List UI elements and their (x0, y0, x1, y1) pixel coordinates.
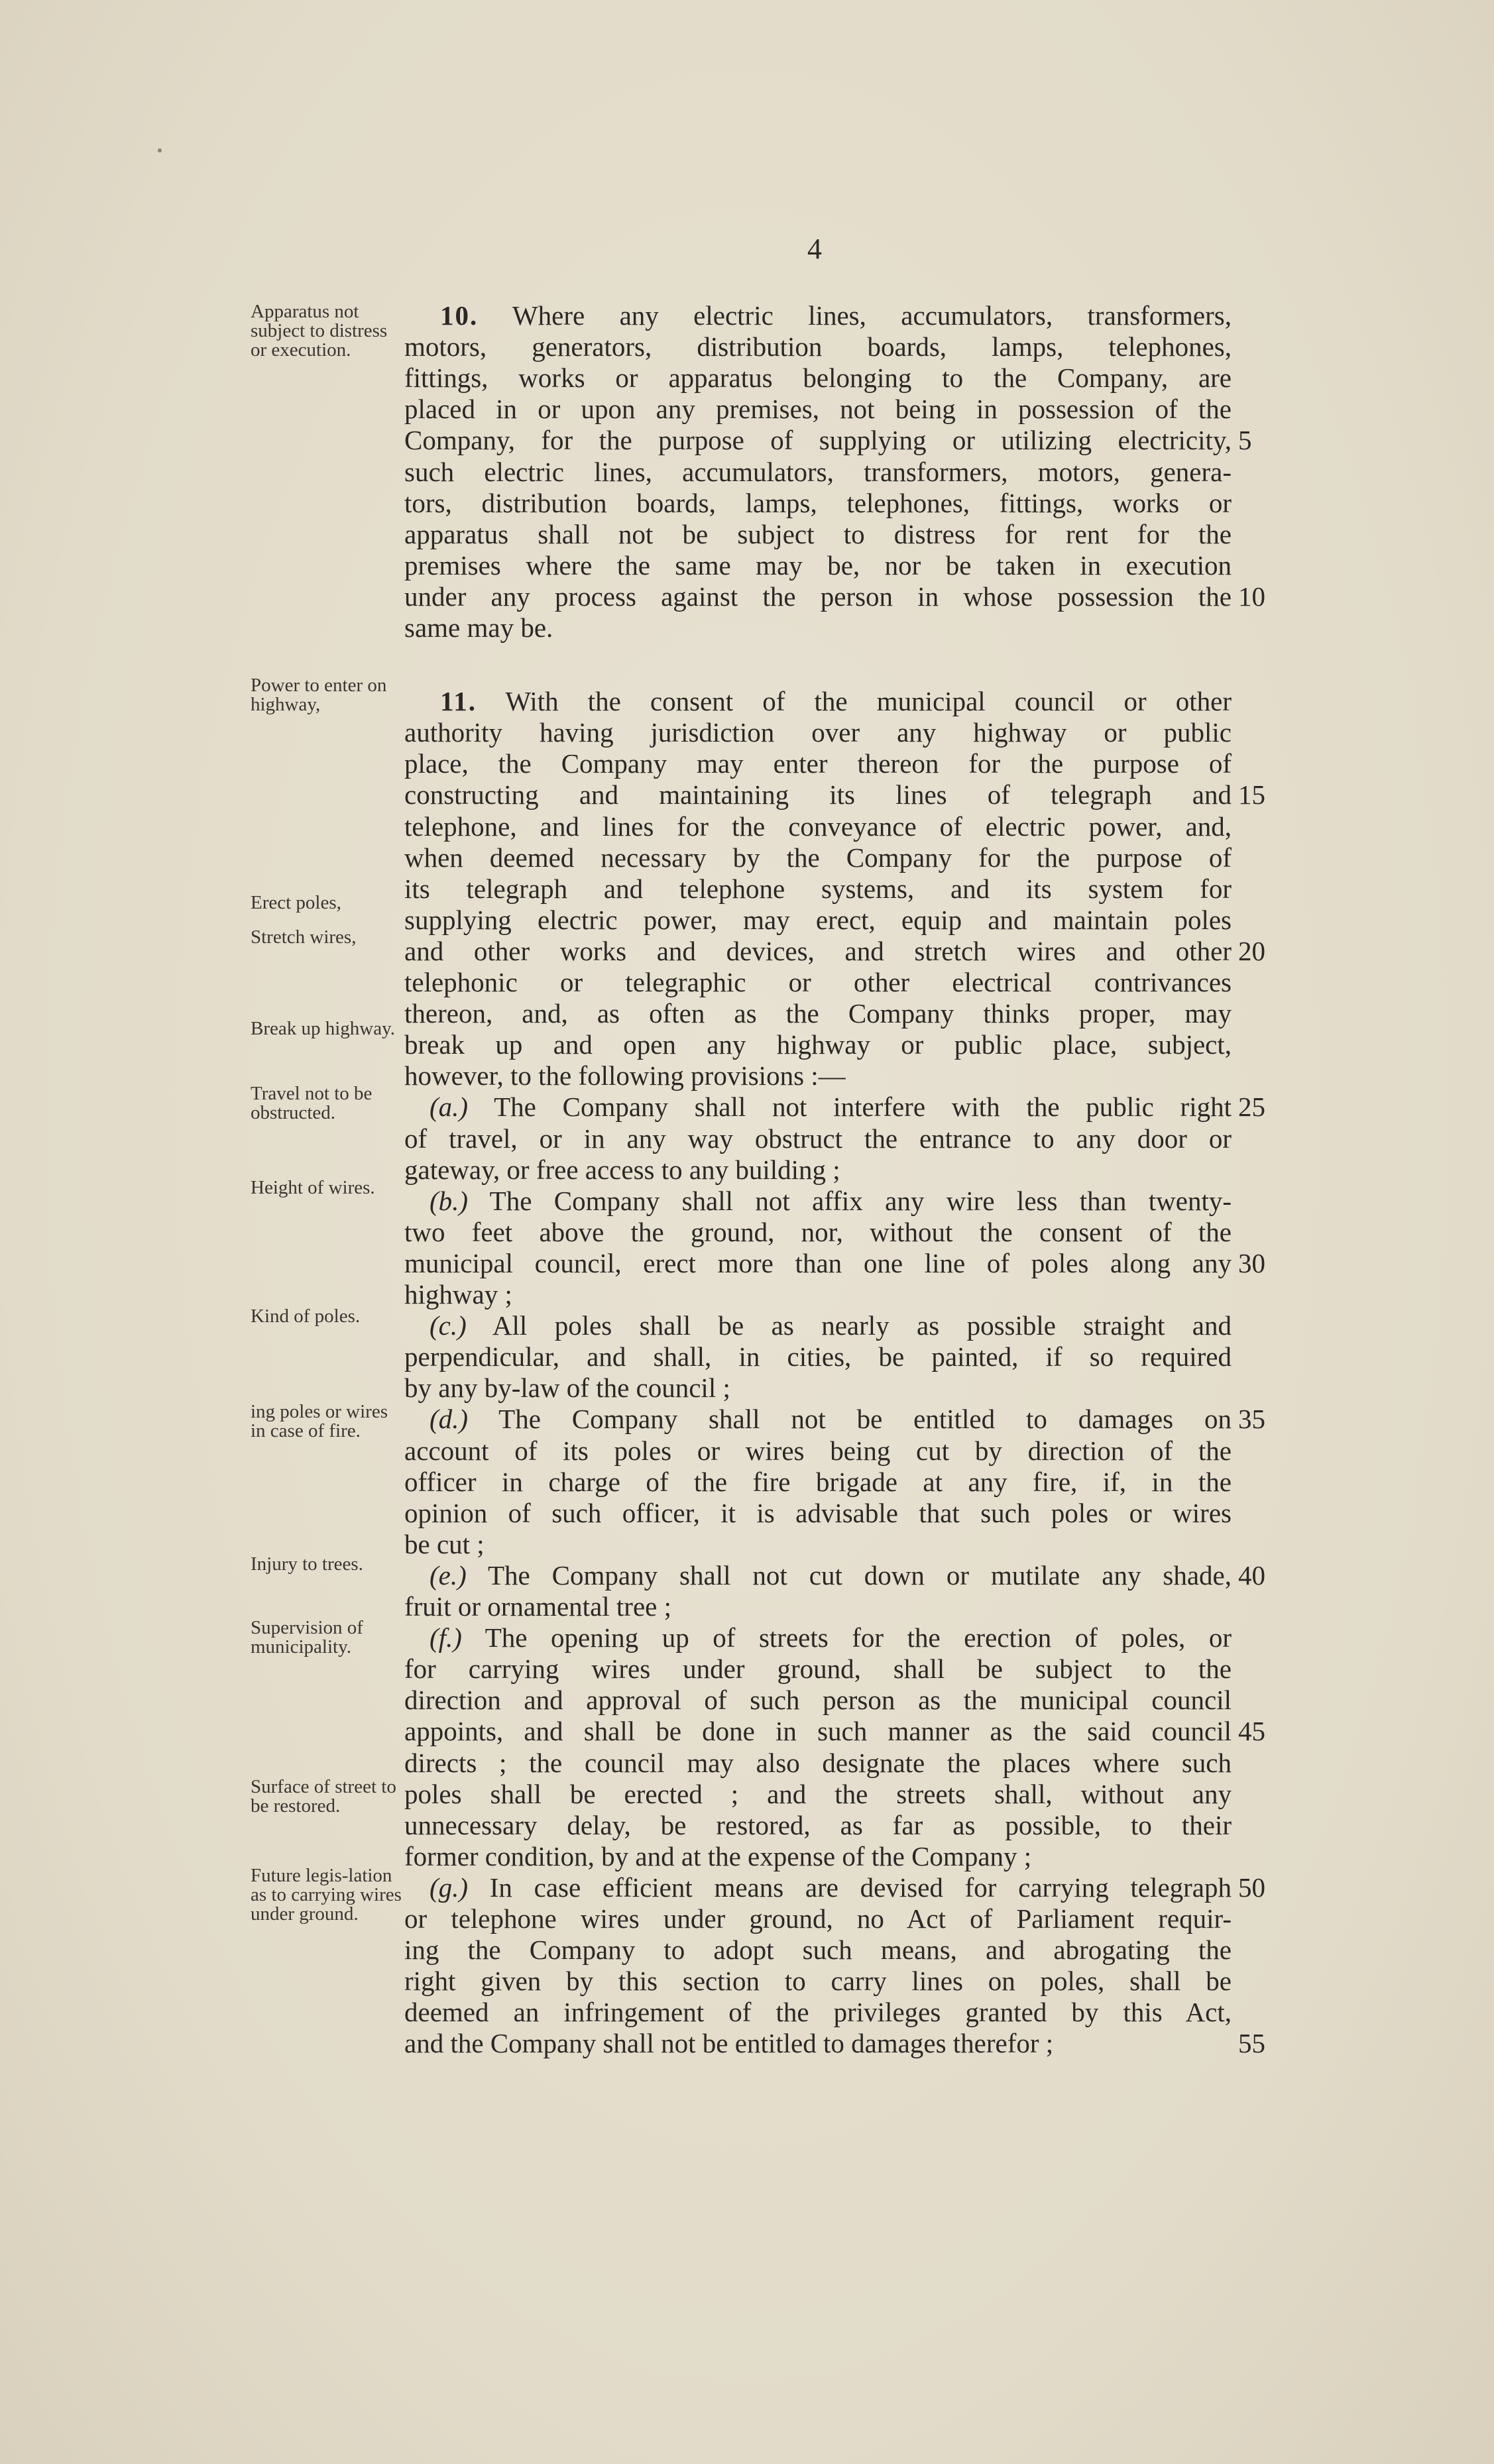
margin-note: Apparatus not subject to distress or execution. (251, 301, 388, 361)
body-line (404, 811, 1232, 842)
margin-note: Surface of street to be restored. (251, 1776, 396, 1817)
line-text: motors, generators, distribution boards, lamps, telephones, (404, 331, 1232, 363)
line-text: two feet above the ground, nor, without the consent of the (404, 1216, 1232, 1247)
margin-note: Stretch wires, (251, 926, 357, 948)
line-text: and the Company shall not be entitled to damages therefor ; (404, 2028, 1054, 2059)
body-line (404, 1498, 1232, 1529)
line-text: authority having jurisdiction over any highway or public (404, 717, 1232, 748)
section-number: 10. (440, 300, 479, 331)
line-text: Company, for the purpose of supplying or utilizing electricity, (404, 425, 1232, 456)
body-line (404, 842, 1232, 873)
body-line (430, 1092, 1232, 1123)
margin-note: Erect poles, (251, 892, 341, 913)
body-line (404, 363, 1232, 394)
line-text: deemed an infringement of the privileges granted by this Act, (404, 1997, 1232, 2028)
line-text: account of its poles or wires being cut by direction of the (404, 1435, 1232, 1466)
line-text: ing the Company to adopt such means, and abrogating the (404, 1934, 1232, 1966)
line-text: supplying electric power, may erect, equip and maintain poles (404, 904, 1232, 935)
line-text: break up and open any highway or public place, subject, (404, 1029, 1232, 1060)
line-text: Where any electric lines, accumulators, transformers, (478, 300, 1232, 331)
body-line (404, 1810, 1232, 1841)
line-text: telephone, and lines for the conveyance of electric power, and, (404, 811, 1232, 842)
body-line (404, 1591, 1232, 1622)
clause-label: (c.) (430, 1310, 467, 1341)
line-text: for carrying wires under ground, shall be subject to the (404, 1653, 1232, 1685)
line-text: The Company shall not cut down or mutilate any shade, (466, 1559, 1232, 1591)
line-number: 50 (1238, 1872, 1265, 1903)
body-line (404, 1716, 1232, 1747)
line-text: of travel, or in any way obstruct the entrance to any door or (404, 1123, 1232, 1154)
clause-label: (e.) (430, 1559, 467, 1591)
line-text: such electric lines, accumulators, transformers, motors, genera- (404, 456, 1232, 487)
clause-label: (g.) (430, 1872, 469, 1903)
body-line (404, 488, 1232, 519)
body-line (404, 1529, 1232, 1560)
line-text: same may be. (404, 612, 553, 643)
margin-note: Supervision of municipality. (251, 1617, 363, 1657)
line-text: municipal council, erect more than one line of poles along any (404, 1247, 1232, 1278)
body-line (404, 425, 1232, 456)
margin-note: Travel not to be obstructed. (251, 1083, 373, 1123)
line-text: and other works and devices, and stretch wires and other (404, 935, 1232, 966)
line-text: The Company shall not interfere with the public right (468, 1092, 1232, 1123)
body-line (404, 550, 1232, 581)
body-line (404, 998, 1232, 1029)
line-text: placed in or upon any premises, not being in possession of the (404, 394, 1232, 425)
line-text: highway ; (404, 1279, 512, 1310)
body-line (404, 1685, 1232, 1716)
body-line (404, 936, 1232, 967)
line-text: thereon, and, as often as the Company thinks proper, may (404, 998, 1232, 1029)
body-line (404, 1060, 1232, 1092)
paper-speck (158, 148, 162, 152)
body-line (404, 457, 1232, 488)
body-line (404, 1841, 1232, 1872)
line-text: direction and approval of such person as the municipal council (404, 1685, 1232, 1716)
body-line (430, 1872, 1232, 1903)
body-line (404, 394, 1232, 425)
body-line (430, 1186, 1232, 1217)
body-line (440, 686, 1232, 717)
line-text: unnecessary delay, be restored, as far as possible, to their (404, 1809, 1232, 1840)
line-number: 30 (1238, 1247, 1265, 1278)
line-text: premises where the same may be, nor be taken in execution (404, 549, 1232, 581)
line-text: under any process against the person in whose possession the (404, 581, 1232, 612)
line-text: apparatus shall not be subject to distress for rent for the (404, 518, 1232, 549)
page-number: 4 (807, 233, 822, 265)
line-text: place, the Company may enter thereon for the purpose of (404, 748, 1232, 779)
body-line (404, 1217, 1232, 1248)
margin-note: Break up highway. (251, 1018, 395, 1039)
line-text: poles shall be erected ; and the streets shall, without any (404, 1778, 1232, 1809)
body-line (404, 1029, 1232, 1060)
body-line (404, 612, 1232, 644)
body-line (404, 717, 1232, 748)
clause-label: (b.) (430, 1185, 469, 1216)
line-text: The opening up of streets for the erection of poles, or (461, 1622, 1232, 1653)
line-text: In case efficient means are devised for carrying telegraph (468, 1872, 1232, 1903)
line-text: All poles shall be as nearly as possible straight and (466, 1310, 1232, 1341)
body-line (404, 1154, 1232, 1186)
margin-note: Power to enter on highway, (251, 675, 387, 715)
body-line (404, 331, 1232, 363)
line-number: 5 (1238, 425, 1252, 456)
line-number: 15 (1238, 779, 1265, 811)
body-line (404, 2028, 1232, 2059)
line-text: former condition, by and at the expense of the Company ; (404, 1840, 1032, 1872)
body-line (404, 1467, 1232, 1498)
line-text: fruit or ornamental tree ; (404, 1591, 671, 1622)
body-line (430, 1404, 1232, 1435)
line-number: 40 (1238, 1559, 1265, 1591)
body-line (404, 779, 1232, 811)
line-text: directs ; the council may also designate the places where such (404, 1747, 1232, 1778)
body-line (404, 1903, 1232, 1934)
body-line (404, 748, 1232, 779)
line-text: right given by this section to carry lines on poles, shall be (404, 1966, 1232, 1997)
body-line (404, 581, 1232, 612)
body-line (404, 967, 1232, 998)
body-line (430, 1310, 1232, 1341)
line-text: officer in charge of the fire brigade at any fire, if, in the (404, 1466, 1232, 1497)
body-line (404, 905, 1232, 936)
body-line (430, 1622, 1232, 1653)
line-text: when deemed necessary by the Company for the purpose of (404, 842, 1232, 873)
body-line (404, 1248, 1232, 1279)
line-text: its telegraph and telephone systems, and its system for (404, 873, 1232, 904)
line-text: or telephone wires under ground, no Act of Parliament requir- (404, 1903, 1232, 1934)
body-line (404, 1966, 1232, 1997)
clause-label: (f.) (430, 1622, 462, 1653)
margin-note: Kind of poles. (251, 1306, 361, 1327)
body-line (404, 1653, 1232, 1685)
body-line (404, 1279, 1232, 1310)
line-text: opinion of such officer, it is advisable that such poles or wires (404, 1497, 1232, 1528)
line-number: 45 (1238, 1716, 1265, 1747)
body-line (404, 1934, 1232, 1966)
line-text: telephonic or telegraphic or other electrical contrivances (404, 967, 1232, 997)
body-line (404, 1372, 1232, 1404)
line-text: perpendicular, and shall, in cities, be painted, if so required (404, 1341, 1232, 1372)
body-line (404, 1123, 1232, 1154)
line-text: appoints, and shall be done in such manner as the said council (404, 1716, 1232, 1747)
line-text: tors, distribution boards, lamps, telephones, fittings, works or (404, 487, 1232, 518)
body-line (404, 1779, 1232, 1810)
clause-label: (d.) (430, 1404, 469, 1435)
body-line (440, 300, 1232, 331)
line-text: With the consent of the municipal council or other (477, 686, 1232, 717)
line-text: fittings, works or apparatus belonging to the Company, are (404, 363, 1232, 394)
body-line (404, 1748, 1232, 1779)
body-line (404, 1435, 1232, 1467)
line-text: by any by-law of the council ; (404, 1372, 730, 1404)
body-line (404, 1341, 1232, 1372)
section-number: 11. (440, 686, 477, 717)
margin-note: Future legis-lation as to carrying wires under ground. (251, 1865, 402, 1925)
clause-label: (a.) (430, 1092, 469, 1123)
margin-note: Height of wires. (251, 1177, 375, 1198)
line-number: 25 (1238, 1092, 1265, 1123)
line-text: gateway, or free access to any building ; (404, 1154, 840, 1185)
line-text: The Company shall not be entitled to damages on (468, 1404, 1232, 1435)
line-text: constructing and maintaining its lines of telegraph and (404, 779, 1232, 811)
line-text: be cut ; (404, 1528, 485, 1559)
line-number: 10 (1238, 581, 1265, 612)
line-number: 55 (1238, 2028, 1265, 2059)
body-line (404, 1997, 1232, 2028)
body-line (430, 1560, 1232, 1591)
line-text: The Company shall not affix any wire less than twenty- (468, 1185, 1232, 1216)
body-line (404, 519, 1232, 550)
line-number: 20 (1238, 935, 1265, 966)
body-line (404, 873, 1232, 905)
margin-note: Injury to trees. (251, 1553, 363, 1575)
line-text: however, to the following provisions :— (404, 1060, 846, 1092)
line-number: 35 (1238, 1404, 1265, 1435)
margin-note: ing poles or wires in case of fire. (251, 1401, 388, 1441)
